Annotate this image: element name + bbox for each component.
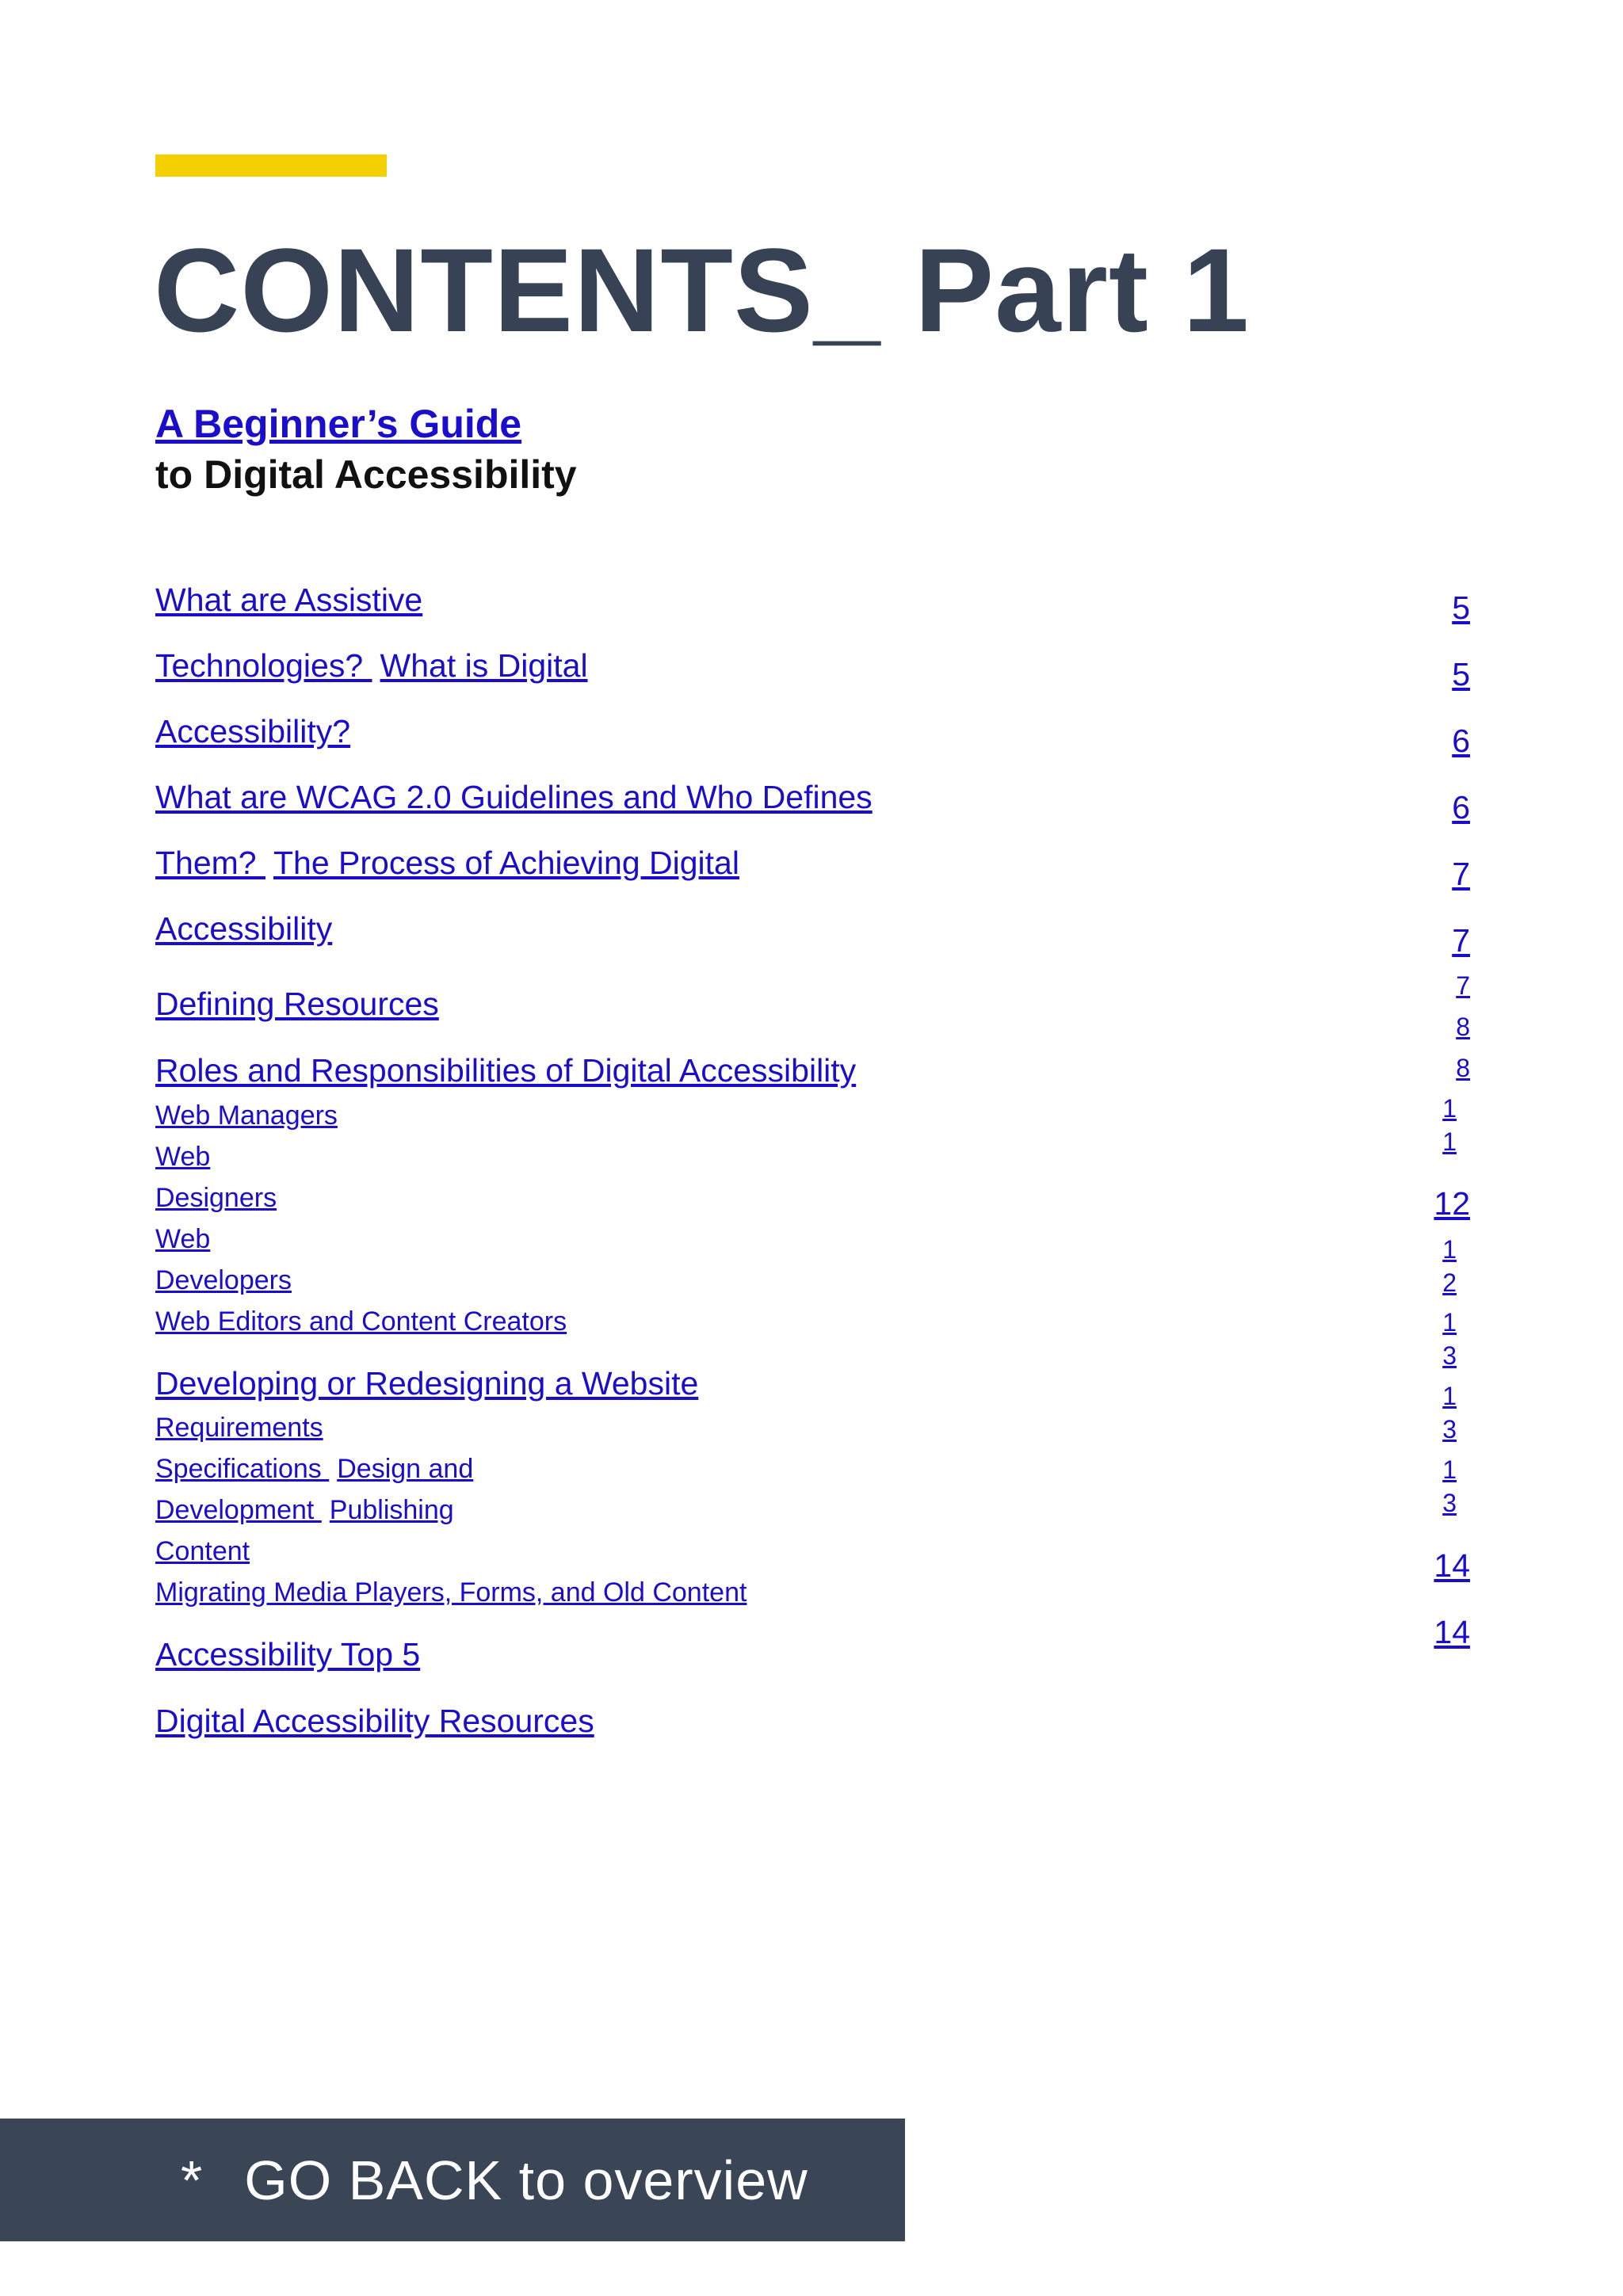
toc-link[interactable]: Migrating Media Players, Forms, and Old Content <box>155 1577 747 1608</box>
guide-link[interactable]: A Beginner’s Guide <box>155 402 522 446</box>
toc-page-number[interactable]: 6 <box>1452 789 1470 826</box>
toc-entry <box>155 1365 698 1402</box>
toc-entry <box>155 1454 473 1485</box>
toc-link[interactable]: What are Assistive <box>155 582 423 618</box>
toc-link[interactable]: The Process of Achieving Digital <box>273 845 739 881</box>
toc-link[interactable]: Them? <box>155 845 265 881</box>
accent-bar <box>155 154 387 177</box>
toc-page-number[interactable]: 2 <box>1442 1268 1457 1297</box>
toc-link[interactable]: Development <box>155 1495 322 1525</box>
toc-entry <box>155 1703 594 1740</box>
toc-entry <box>155 647 588 685</box>
toc-entry <box>155 986 439 1023</box>
toc-link[interactable]: What is Digital <box>380 647 588 684</box>
toc-entry <box>155 1265 292 1296</box>
toc-link[interactable]: Publishing <box>329 1495 454 1525</box>
toc-page-number[interactable]: 14 <box>1434 1547 1470 1584</box>
toc-page-number[interactable]: 5 <box>1452 656 1470 692</box>
toc-entry <box>155 845 739 882</box>
toc-page-number[interactable]: 3 <box>1442 1415 1457 1444</box>
toc-entry <box>155 1224 210 1255</box>
toc-entry <box>155 1052 856 1089</box>
toc-page-number[interactable]: 7 <box>1456 971 1470 1000</box>
toc-link[interactable]: Designers <box>155 1183 277 1213</box>
toc-entry <box>155 1536 250 1567</box>
toc-page-number[interactable]: 7 <box>1452 856 1470 892</box>
toc-page-number[interactable]: 12 <box>1434 1185 1470 1222</box>
toc-link[interactable]: Specifications <box>155 1454 330 1484</box>
toc-entry <box>155 1183 277 1214</box>
toc-link[interactable]: Web Managers <box>155 1100 338 1131</box>
toc-link[interactable]: Web Editors and Content Creators <box>155 1306 567 1337</box>
toc-link[interactable]: Web <box>155 1142 211 1172</box>
asterisk-icon: * <box>181 2149 204 2211</box>
toc-page-number[interactable]: 3 <box>1442 1489 1457 1517</box>
toc-page-number[interactable]: 1 <box>1442 1094 1457 1123</box>
toc-page-number[interactable]: 1 <box>1442 1235 1457 1264</box>
toc-entry <box>155 1495 454 1526</box>
toc-entry <box>155 1142 210 1173</box>
toc-link[interactable]: Accessibility Top 5 <box>155 1636 421 1672</box>
toc-page-number[interactable]: 7 <box>1452 922 1470 959</box>
toc-entry <box>155 582 422 619</box>
toc-entry <box>155 713 350 750</box>
toc-entry <box>155 1306 567 1337</box>
toc-link[interactable]: Requirements <box>155 1413 323 1443</box>
toc-entry <box>155 1636 420 1673</box>
page-title: CONTENTS_ Part 1 <box>154 223 1250 357</box>
toc-link[interactable]: Web <box>155 1224 211 1254</box>
toc-link[interactable]: Developers <box>155 1265 292 1295</box>
toc-entry <box>155 1100 338 1131</box>
toc-page-number[interactable]: 5 <box>1452 589 1470 626</box>
toc-page-number[interactable]: 1 <box>1442 1127 1457 1156</box>
toc-link[interactable]: Technologies? <box>155 647 372 684</box>
toc-page-number[interactable]: 8 <box>1456 1013 1470 1041</box>
toc-page-number[interactable]: 3 <box>1442 1341 1457 1370</box>
toc-entry <box>155 910 332 948</box>
toc-link[interactable]: What are WCAG 2.0 Guidelines and Who Defines <box>155 779 873 815</box>
toc-page-number[interactable]: 1 <box>1442 1455 1457 1484</box>
toc-link[interactable]: Accessibility? <box>155 713 351 749</box>
guide-subtitle: to Digital Accessibility <box>155 452 577 497</box>
toc-link[interactable]: Roles and Responsibilities of Digital Accessibility <box>155 1052 857 1089</box>
go-back-label: GO BACK to overview <box>244 2149 808 2211</box>
toc-link[interactable]: Digital Accessibility Resources <box>155 1703 594 1739</box>
toc-entry <box>155 1413 323 1444</box>
toc-link[interactable]: Accessibility <box>155 910 333 947</box>
toc-link[interactable]: Design and <box>337 1454 474 1484</box>
toc-link[interactable]: Developing or Redesigning a Website <box>155 1365 699 1402</box>
toc-link[interactable]: Defining Resources <box>155 986 439 1022</box>
toc-page-number[interactable]: 14 <box>1434 1614 1470 1650</box>
toc-page-number[interactable]: 8 <box>1456 1054 1470 1082</box>
toc-page-number[interactable]: 1 <box>1442 1308 1457 1337</box>
toc-entry <box>155 779 873 816</box>
toc-page-number[interactable]: 6 <box>1452 723 1470 759</box>
toc-entry <box>155 1577 747 1608</box>
toc-page-number[interactable]: 1 <box>1442 1382 1457 1410</box>
go-back-button[interactable] <box>0 2119 905 2241</box>
toc-link[interactable]: Content <box>155 1536 250 1566</box>
